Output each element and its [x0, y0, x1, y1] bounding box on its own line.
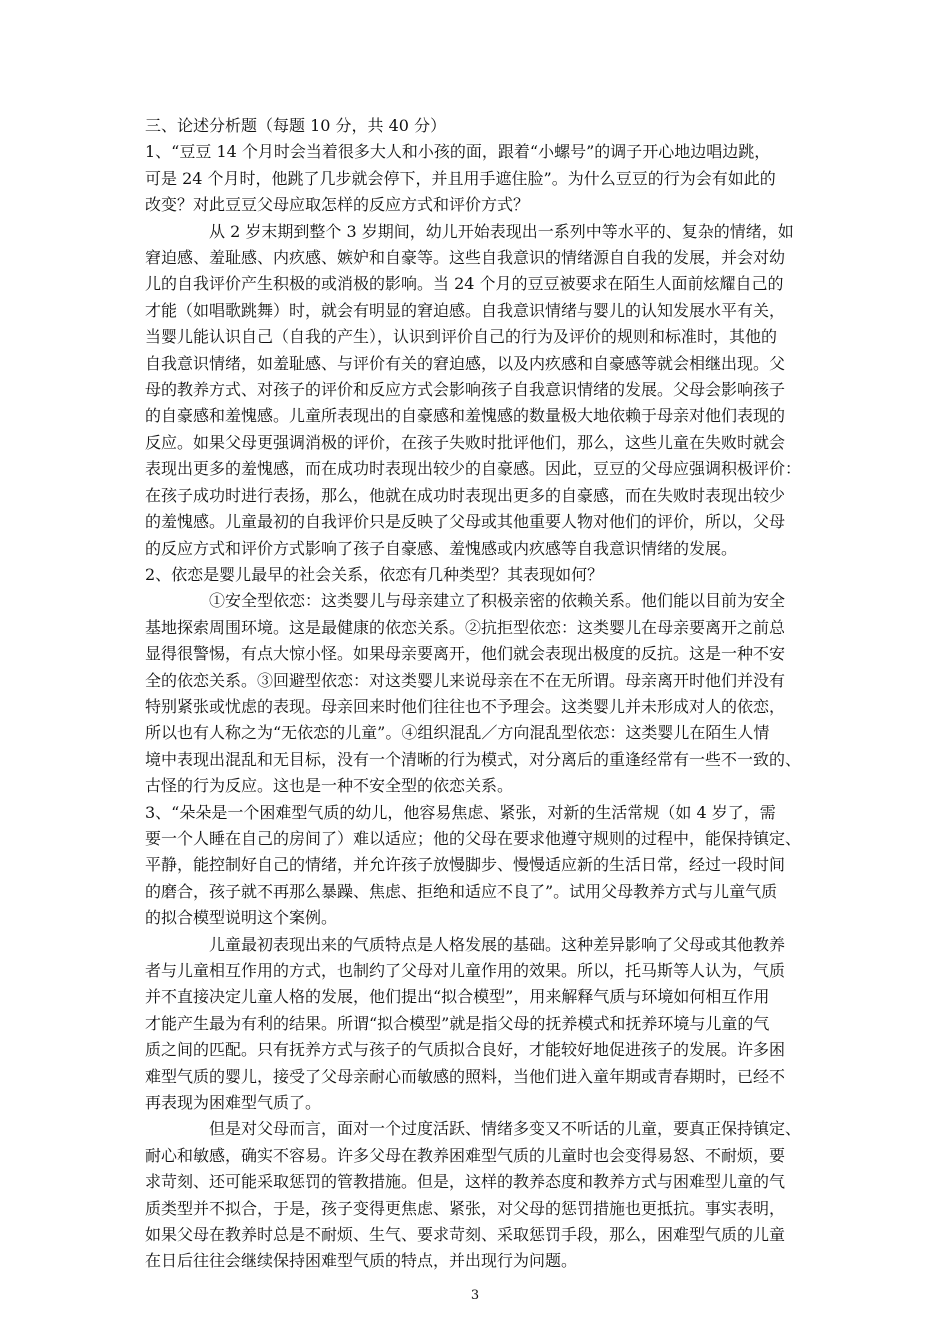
answer-line: 耐心和敏感，确实不容易。许多父母在教养困难型气质的儿童时也会变得易怒、不耐烦，要	[145, 1145, 786, 1165]
answer-line: 儿童最初表现出来的气质特点是人格发展的基础。这种差异影响了父母或其他教养	[209, 934, 786, 954]
answer-line: 的反应方式和评价方式影响了孩子自豪感、羞愧感或内疚感等自我意识情绪的发展。	[145, 538, 738, 558]
answer-line: 在孩子成功时进行表扬，那么，他就在成功时表现出更多的自豪感，而在失败时表现出较少	[145, 485, 786, 505]
answer-line: 全的依恋关系。③回避型依恋：对这类婴儿来说母亲在不在无所谓。母亲离开时他们并没有	[145, 670, 786, 690]
answer-line: 当婴儿能认识自己（自我的产生），认识到评价自己的行为及评价的规则和标准时，其他的	[145, 327, 778, 347]
page-number: 3	[470, 1288, 480, 1303]
question-line: 2、依恋是婴儿最早的社会关系，依恋有几种类型？其表现如何？	[145, 564, 604, 584]
question-line: 要一个人睡在自己的房间了）难以适应；他的父母在要求他遵守规则的过程中，能保持镇定、	[145, 828, 802, 848]
answer-line: 特别紧张或忧虑的表现。母亲回来时他们往往也不予理会。这类婴儿并未形成对人的依恋，	[145, 696, 786, 716]
answer-line: 的自豪感和羞愧感。儿童所表现出的自豪感和羞愧感的数量极大地依赖于母亲对他们表现的	[145, 406, 786, 426]
question-block	[145, 800, 813, 1275]
answer-line: 表现出更多的羞愧感，而在成功时表现出较少的自豪感。因此，豆豆的父母应强调积极评价：	[145, 459, 802, 479]
question-line: 的磨合，孩子就不再那么暴躁、焦虑、拒绝和适应不良了”。试用父母教养方式与儿童气质	[145, 881, 778, 901]
question-line: 平静，能控制好自己的情绪，并允许孩子放慢脚步、慢慢适应新的生活日常，经过一段时间	[145, 855, 786, 875]
answer-line: 从 2 岁末期到整个 3 岁期间，幼儿开始表现出一系列中等水平的、复杂的情绪，如	[209, 221, 794, 241]
answer-line: 再表现为困难型气质了。	[145, 1093, 322, 1113]
answer-line: 基地探索周围环境。这是最健康的依恋关系。②抗拒型依恋：这类婴儿在母亲要离开之前总	[145, 617, 786, 637]
question-list	[145, 139, 813, 1274]
answer-line: 难型气质的婴儿，接受了父母亲耐心而敏感的照料，当他们进入童年期或青春期时，已经不	[145, 1066, 786, 1086]
answer-line: 质之间的匹配。只有抚养方式与孩子的气质拟合良好，才能较好地促进孩子的发展。许多困	[145, 1040, 786, 1060]
answer-line: 求苛刻、还可能采取惩罚的管教措施。但是，这样的教养态度和教养方式与困难型儿童的气	[145, 1172, 786, 1192]
answer-line: ①安全型依恋：这类婴儿与母亲建立了积极亲密的依赖关系。他们能以目前为安全	[209, 591, 786, 611]
answer-line: 在日后往往会继续保持困难型气质的特点，并出现行为问题。	[145, 1251, 578, 1271]
answer-line: 才能（如唱歌跳舞）时，就会有明显的窘迫感。自我意识情绪与婴儿的认知发展水平有关，	[145, 300, 786, 320]
question-line: 改变？对此豆豆父母应取怎样的反应方式和评价方式？	[145, 195, 530, 215]
answer-line: 质类型并不拟合，于是，孩子变得更焦虑、紧张，对父母的惩罚措施也更抵抗。事实表明，	[145, 1198, 786, 1218]
answer-line: 窘迫感、羞耻感、内疚感、嫉妒和自豪等。这些自我意识的情绪源自自我的发展，并会对幼	[145, 248, 786, 268]
question-block	[145, 139, 813, 562]
answer-line: 者与儿童相互作用的方式，也制约了父母对儿童作用的效果。所以，托马斯等人认为，气质	[145, 961, 786, 980]
answer-line: 儿的自我评价产生积极的或消极的影响。当 24 个月的豆豆被要求在陌生人面前炫耀自己的	[145, 274, 784, 294]
answer-line: 反应。如果父母更强调消极的评价，在孩子失败时批评他们，那么，这些儿童在失败时就会	[145, 432, 786, 452]
answer-line: 并不直接决定儿童人格的发展，他们提出“拟合模型”，用来解释气质与环境如何相互作用	[145, 987, 770, 1007]
answer-line: 显得很警惕，有点大惊小怪。如果母亲要离开，他们就会表现出极度的反抗。这是一种不安	[145, 644, 786, 664]
question-block	[145, 562, 813, 800]
answer-line: 但是对父母而言，面对一个过度活跃、情绪多变又不听话的儿童，要真正保持镇定、	[209, 1119, 802, 1139]
question-line: 可是 24 个月时，他跳了几步就会停下，并且用手遮住脸”。为什么豆豆的行为会有如此的	[145, 168, 776, 188]
answer-line: 的羞愧感。儿童最初的自我评价只是反映了父母或其他重要人物对他们的评价，所以，父母	[145, 512, 786, 532]
answer-line: 所以也有人称之为“无依恋的儿童”。④组织混乱／方向混乱型依恋：这类婴儿在陌生人情	[145, 723, 770, 743]
question-line: 3、“朵朵是一个困难型气质的幼儿，他容易焦虑、紧张，对新的生活常规（如 4 岁了，需	[145, 802, 776, 822]
answer-line: 古怪的行为反应。这也是一种不安全型的依恋关系。	[145, 776, 514, 796]
question-line: 的拟合模型说明这个案例。	[145, 908, 338, 928]
answer-line: 才能产生最为有利的结果。所谓“拟合模型”就是指父母的抚养模式和抚养环境与儿童的气	[145, 1013, 770, 1033]
answer-line: 母的教养方式、对孩子的评价和反应方式会影响孩子自我意识情绪的发展。父母会影响孩子	[145, 380, 786, 400]
answer-line: 如果父母在教养时总是不耐烦、生气、要求苛刻、采取惩罚手段，那么，困难型气质的儿童	[145, 1225, 786, 1245]
answer-line: 自我意识情绪，如羞耻感、与评价有关的窘迫感，以及内疚感和自豪感等就会相继出现。父	[145, 353, 786, 373]
section-title: 三、论述分析题（每题 10 分，共 40 分）	[145, 116, 447, 135]
document-body	[145, 113, 813, 1275]
answer-line: 境中表现出混乱和无目标，没有一个清晰的行为模式，对分离后的重逢经常有一些不一致的、	[145, 749, 802, 769]
question-line: 1、“豆豆 14 个月时会当着很多大人和小孩的面，跟着“小螺号”的调子开心地边唱边跳，	[145, 142, 771, 162]
